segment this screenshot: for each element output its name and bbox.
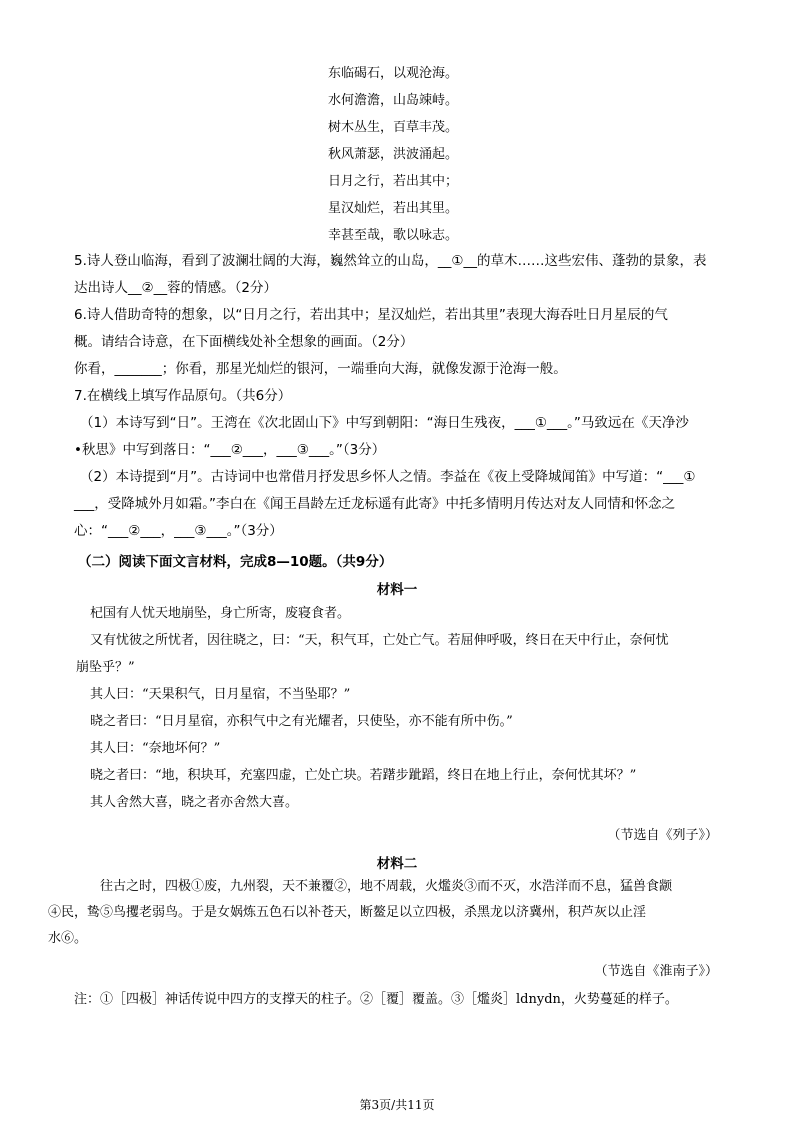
text-line: 其人舍然大喜，晓之者亦舍然大喜。 — [90, 795, 299, 810]
poem-line: 水何澹澹，山岛竦峙。 — [328, 93, 459, 108]
material-2-source: （节选自《淮南子》） — [594, 964, 718, 979]
poem-line: 树木丛生，百草丰茂。 — [328, 120, 459, 135]
section-heading: （二）阅读下面文言材料，完成8—10题。（共9分） — [78, 554, 393, 570]
text-line: 杞国有人忧天地崩坠，身亡所寄，废寝食者。 — [90, 606, 351, 621]
question-7 — [74, 383, 724, 545]
question-line: 7.在横线上填写作品原句。（共6分） — [74, 388, 292, 404]
question-line: 概。请结合诗意，在下面横线处补全想象的画面。（2分） — [74, 334, 414, 350]
question-line: 达出诗人__②__蓉的情感。（2分） — [74, 280, 277, 296]
text-line: ④民，鸷⑤鸟攫老弱鸟。于是女娲炼五色石以补苍天，断鳌足以立四极，杀黑龙以济冀州，积芦灰以止淫 — [48, 905, 647, 920]
text-line: 晓之者曰：“日月星宿，亦积气中之有光耀者，只使坠，亦不能有所中伤。” — [90, 714, 513, 729]
material-1-text — [76, 600, 726, 816]
text-line: 晓之者曰：“地，积块耳，充塞四虚，亡处亡块。若躇步跐蹈，终日在地上行止，奈何忧其坏？” — [90, 768, 637, 783]
question-6 — [74, 302, 724, 383]
poem-line: 星汉灿烂，若出其里。 — [328, 201, 459, 216]
question-line: •秋思》中写到落日：“___②___，___③___。”（3分） — [74, 442, 386, 458]
question-line: 5.诗人登山临海，看到了波澜壮阔的大海，巍然耸立的山岛，__①__的草木……这些宏伟、蓬勃的景象，表 — [74, 253, 707, 269]
footnote: 注：①［四极］神话传说中四方的支撑天的柱子。②［覆］覆盖。③［爁炎］ldnydn，火势蔓延的样子。 — [74, 992, 678, 1007]
poem-line: 日月之行，若出其中； — [328, 174, 459, 189]
material-2-title: 材料二 — [376, 856, 418, 872]
text-line: 又有忧彼之所忧者，因往晓之，曰：“天，积气耳，亡处亡气。若屈伸呼吸，终日在天中行止，奈何忧 — [90, 633, 669, 648]
poem-line: 秋风萧瑟，洪波涌起。 — [328, 147, 459, 162]
text-line: 往古之时，四极①废，九州裂，天不兼覆②，地不周载，火爁炎③而不灭，水浩洋而不息，猛兽食颛 — [100, 879, 673, 894]
poem-line: 东临碣石，以观沧海。 — [328, 66, 459, 81]
poem-line: 幸甚至哉，歌以咏志。 — [328, 228, 459, 243]
material-1-title: 材料一 — [376, 582, 418, 598]
material-1-source: （节选自《列子》） — [607, 828, 718, 843]
question-line: 你看，_______；你看，那星光灿烂的银河，一端垂向大海，就像发源于沧海一般。 — [74, 361, 567, 377]
text-line: 其人曰：“奈地坏何？” — [90, 741, 221, 756]
question-line: （2）本诗提到“月”。古诗词中也常借月抒发思乡怀人之情。李益在《夜上受降城闻笛》中写道：“___① — [80, 469, 696, 485]
page-number: 第3页/共11页 — [359, 1098, 435, 1112]
question-line: ___，受降城外月如霜。”李白在《闻王昌龄左迁龙标遥有此寄》中托多情明月传达对友人同情和怀念之 — [74, 496, 675, 512]
question-line: 心：“___②___，___③___。”（3分） — [74, 523, 283, 539]
text-line: 其人曰：“天果积气，日月星宿，不当坠耶？” — [90, 687, 351, 702]
question-line: 6.诗人借助奇特的想象，以“日月之行，若出其中；星汉灿烂，若出其里”表现大海吞吐日月星辰的气 — [74, 307, 668, 323]
text-line: 水⑥。 — [48, 931, 88, 946]
poem-block — [328, 60, 458, 249]
text-line: 崩坠乎？” — [76, 660, 135, 675]
material-2-text — [48, 874, 724, 952]
question-5 — [74, 248, 724, 302]
question-line: （1）本诗写到“日”。王湾在《次北固山下》中写到朝阳：“海日生残夜，___①___。”马致远在《天净沙 — [80, 415, 689, 431]
